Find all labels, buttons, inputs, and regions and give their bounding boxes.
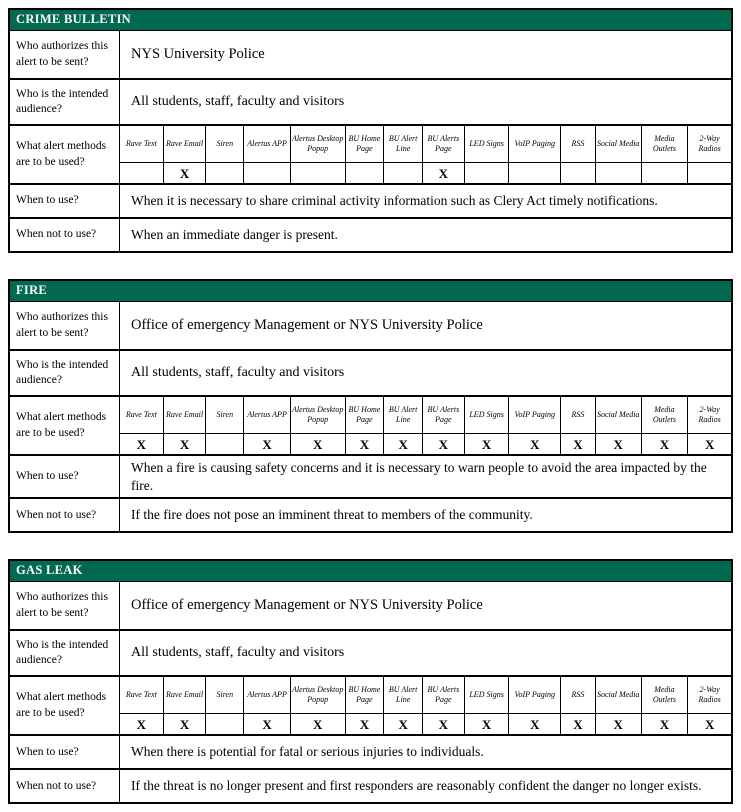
- method-used-x-mark: X: [244, 434, 291, 454]
- authorizes-label: Who authorizes this alert to be sent?: [10, 302, 120, 349]
- method-used-x-mark: X: [164, 714, 207, 734]
- audience-value: All students, staff, faculty and visitors: [131, 364, 345, 380]
- method-column-header: RSS: [561, 126, 596, 162]
- audience-row: [10, 78, 731, 124]
- method-header-row: [120, 677, 731, 714]
- method-column-header: Siren: [206, 397, 244, 433]
- audience-label: Who is the intended audience?: [10, 351, 120, 395]
- audience-label: Who is the intended audience?: [10, 631, 120, 675]
- method-column-header: Alertus Desktop Popup: [291, 677, 346, 713]
- method-used-x-mark: X: [704, 716, 715, 732]
- method-column-header: Alertus Desktop Popup: [291, 397, 346, 433]
- method-used-x-mark: X: [465, 434, 510, 454]
- method-used-x-mark: X: [384, 434, 423, 454]
- method-unused-cell: [206, 434, 244, 454]
- when-to-use-value: When a fire is causing safety concerns and it is necessary to warn people to avoid the area impacted by the fire.: [131, 460, 707, 493]
- method-marks-row: [120, 714, 731, 734]
- method-unused-cell: [244, 163, 291, 183]
- method-unused-cell: [384, 163, 423, 183]
- method-used-x-mark: X: [120, 434, 164, 454]
- table-title-fire: FIRE: [10, 281, 731, 301]
- authorizes-value: NYS University Police: [131, 46, 265, 63]
- method-unused-cell: [346, 163, 385, 183]
- fire-table: [8, 279, 733, 533]
- authorizes-row: [10, 581, 731, 629]
- method-column-header: BU Alerts Page: [423, 397, 465, 433]
- audience-value: All students, staff, faculty and visitors: [131, 93, 345, 109]
- when-not-to-use-label: When not to use?: [10, 219, 120, 251]
- method-column-header: Rave Text: [120, 677, 164, 713]
- authorizes-label: Who authorizes this alert to be sent?: [10, 31, 120, 78]
- method-column-header: BU Home Page: [346, 397, 385, 433]
- method-column-header: VoIP Paging: [509, 397, 561, 433]
- method-column-header: LED Signs: [465, 126, 510, 162]
- when-to-use-value: When it is necessary to share criminal activity information such as Clery Act timely notifications.: [131, 193, 658, 209]
- method-used-x-mark: X: [244, 714, 291, 734]
- method-used-x-mark: X: [120, 714, 164, 734]
- method-column-header: RSS: [561, 397, 596, 433]
- method-unused-cell: [120, 163, 164, 183]
- when-not-to-use-value: When an immediate danger is present.: [131, 227, 338, 243]
- method-marks-row: [120, 163, 731, 183]
- method-column-header: BU Alerts Page: [423, 126, 465, 162]
- method-used-x-mark: X: [465, 714, 510, 734]
- method-column-header: BU Alert Line: [384, 126, 423, 162]
- method-used-x-mark: X: [596, 434, 642, 454]
- when-not-to-use-row: [10, 768, 731, 802]
- table-title-crime-bulletin: CRIME BULLETIN: [10, 10, 731, 30]
- method-column-header: Social Media: [596, 126, 642, 162]
- audience-label: Who is the intended audience?: [10, 80, 120, 124]
- method-used-x-mark: X: [423, 434, 465, 454]
- gas-leak-table: [8, 559, 733, 804]
- method-unused-cell: [642, 163, 689, 183]
- when-not-to-use-label: When not to use?: [10, 499, 120, 531]
- method-used-x-mark: X: [164, 163, 207, 183]
- method-used-x-mark: X: [346, 714, 385, 734]
- method-column-header: Social Media: [596, 397, 642, 433]
- method-column-header: Media Outlets: [642, 126, 689, 162]
- method-used-x-mark: X: [346, 434, 385, 454]
- methods-subtable: [120, 126, 731, 183]
- authorizes-row: [10, 301, 731, 349]
- method-unused-cell: [291, 163, 346, 183]
- method-column-header: BU Alert Line: [384, 677, 423, 713]
- method-column-header: Rave Email: [164, 397, 207, 433]
- methods-subtable: [120, 677, 731, 734]
- method-column-header: Siren: [206, 677, 244, 713]
- method-column-header: VoIP Paging: [509, 126, 561, 162]
- method-column-header: VoIP Paging: [509, 677, 561, 713]
- method-column-header: 2-Way Radios: [698, 134, 721, 153]
- method-used-x-mark: X: [642, 434, 689, 454]
- when-to-use-value: When there is potential for fatal or serious injuries to individuals.: [131, 744, 484, 760]
- method-column-header: Alertus APP: [244, 397, 291, 433]
- when-to-use-label: When to use?: [10, 185, 120, 217]
- method-used-x-mark: X: [509, 714, 561, 734]
- method-column-header: Alertus APP: [244, 677, 291, 713]
- method-used-x-mark: X: [291, 714, 346, 734]
- when-to-use-label: When to use?: [10, 456, 120, 497]
- when-not-to-use-label: When not to use?: [10, 770, 120, 802]
- method-column-header: RSS: [561, 677, 596, 713]
- authorizes-value: Office of emergency Management or NYS University Police: [131, 597, 483, 614]
- audience-value: All students, staff, faculty and visitors: [131, 645, 345, 660]
- authorizes-value: Office of emergency Management or NYS University Police: [131, 317, 483, 334]
- method-column-header: 2-Way Radios: [698, 685, 721, 705]
- crime-bulletin-table: [8, 8, 733, 253]
- methods-row: [10, 124, 731, 183]
- method-column-header: Rave Text: [120, 126, 164, 162]
- table-title-gas-leak: GAS LEAK: [10, 561, 731, 581]
- method-used-x-mark: X: [561, 434, 596, 454]
- method-used-x-mark: X: [509, 434, 561, 454]
- method-column-header: Media Outlets: [642, 677, 689, 713]
- authorizes-row: [10, 30, 731, 78]
- method-column-header: LED Signs: [465, 677, 510, 713]
- methods-subtable: [120, 397, 731, 454]
- when-not-to-use-row: [10, 497, 731, 531]
- when-not-to-use-value: If the fire does not pose an imminent threat to members of the community.: [131, 507, 533, 523]
- method-column-header: Rave Email: [164, 126, 207, 162]
- method-used-x-mark: X: [384, 714, 423, 734]
- authorizes-label: Who authorizes this alert to be sent?: [10, 582, 120, 629]
- methods-row: [10, 675, 731, 734]
- method-used-x-mark: X: [291, 434, 346, 454]
- method-column-header: Alertus APP: [244, 126, 291, 162]
- method-used-x-mark: X: [164, 434, 207, 454]
- method-marks-row: [120, 434, 731, 454]
- method-used-x-mark: X: [596, 714, 642, 734]
- methods-label: What alert methods are to be used?: [10, 397, 120, 454]
- method-header-row: [120, 397, 731, 434]
- method-column-header: BU Home Page: [346, 126, 385, 162]
- method-unused-cell: [465, 163, 510, 183]
- method-used-x-mark: X: [704, 436, 715, 452]
- when-to-use-row: [10, 183, 731, 217]
- method-column-header: LED Signs: [465, 397, 510, 433]
- method-column-header: Siren: [206, 126, 244, 162]
- method-unused-cell: [596, 163, 642, 183]
- audience-row: [10, 629, 731, 675]
- methods-label: What alert methods are to be used?: [10, 126, 120, 183]
- method-column-header: Rave Email: [164, 677, 207, 713]
- when-to-use-row: [10, 454, 731, 497]
- method-column-header: Social Media: [596, 677, 642, 713]
- method-column-header: BU Alerts Page: [423, 677, 465, 713]
- method-unused-cell: [509, 163, 561, 183]
- method-column-header: BU Home Page: [346, 677, 385, 713]
- method-unused-cell: [206, 163, 244, 183]
- methods-row: [10, 395, 731, 454]
- when-to-use-row: [10, 734, 731, 768]
- when-not-to-use-row: [10, 217, 731, 251]
- method-unused-cell: [561, 163, 596, 183]
- method-column-header: Rave Text: [120, 397, 164, 433]
- method-column-header: 2-Way Radios: [698, 405, 721, 424]
- methods-label: What alert methods are to be used?: [10, 677, 120, 734]
- method-header-row: [120, 126, 731, 163]
- method-column-header: Media Outlets: [642, 397, 689, 433]
- method-used-x-mark: X: [642, 714, 689, 734]
- method-used-x-mark: X: [561, 714, 596, 734]
- method-column-header: BU Alert Line: [384, 397, 423, 433]
- method-used-x-mark: X: [423, 163, 465, 183]
- when-to-use-label: When to use?: [10, 736, 120, 768]
- method-unused-cell: [688, 163, 731, 183]
- method-unused-cell: [206, 714, 244, 734]
- method-column-header: Alertus Desktop Popup: [291, 126, 346, 162]
- when-not-to-use-value: If the threat is no longer present and first responders are reasonably confident the danger no longer exists.: [131, 778, 702, 794]
- audience-row: [10, 349, 731, 395]
- method-used-x-mark: X: [423, 714, 465, 734]
